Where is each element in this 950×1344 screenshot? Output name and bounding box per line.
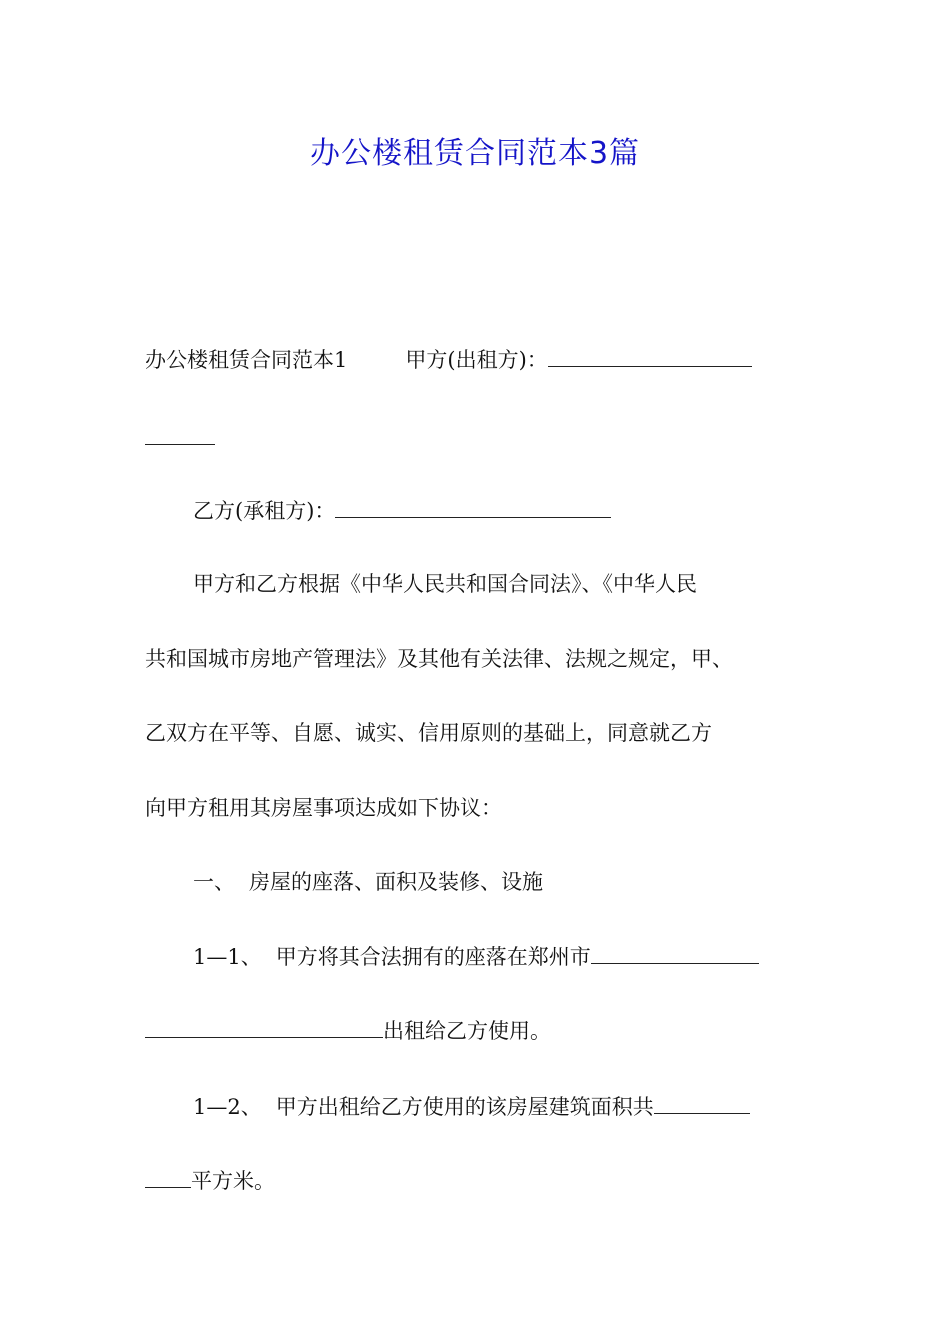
para1-line2: 共和国城市房地产管理法》及其他有关法律、法规之规定，甲、: [145, 647, 733, 671]
party-a-blank: [548, 344, 752, 367]
item1-2-line: [193, 1091, 750, 1122]
item1-2-blank-cont: [145, 1165, 191, 1188]
document-title: 办公楼租赁合同范本3篇: [309, 136, 641, 171]
item1-2-cont: 平方米。: [191, 1169, 275, 1193]
party-a-blank-cont: [145, 422, 215, 445]
party-b-line: [193, 495, 611, 526]
party-a-line: [145, 344, 752, 375]
item1-2-text: 甲方出租给乙方使用的该房屋建筑面积共: [275, 1095, 654, 1119]
clause1-title: 房屋的座落、面积及装修、设施: [249, 870, 543, 894]
para1-line4: 向甲方租用其房屋事项达成如下协议：: [145, 796, 502, 820]
para1-line3: 乙双方在平等、自愿、诚实、信用原则的基础上，同意就乙方: [145, 721, 712, 745]
item1-1-blank-cont: [145, 1015, 383, 1038]
item1-1-cont-line: [145, 1015, 551, 1046]
party-a-label: 甲方(出租方)：: [405, 348, 548, 372]
party-b-label: 乙方(承租方)：: [193, 499, 336, 523]
item1-1-text: 甲方将其合法拥有的座落在郑州市: [275, 945, 591, 969]
para1-line1: 甲方和乙方根据《中华人民共和国合同法》、《中华人民: [193, 572, 697, 596]
item1-2-number: 1—2、: [193, 1095, 262, 1119]
item1-1-blank: [591, 941, 759, 964]
item1-1-line: [193, 941, 759, 972]
item1-1-number: 1—1、: [193, 945, 262, 969]
section-heading: 办公楼租赁合同范本1: [145, 348, 348, 372]
item1-2-cont-line: [145, 1165, 275, 1196]
item1-2-blank: [654, 1091, 750, 1114]
party-b-blank: [335, 495, 611, 518]
party-a-blank-cont-line: [145, 422, 215, 453]
clause1-heading: [193, 867, 543, 897]
item1-1-cont: 出租给乙方使用。: [383, 1019, 551, 1043]
clause1-number: 一、: [193, 870, 235, 894]
